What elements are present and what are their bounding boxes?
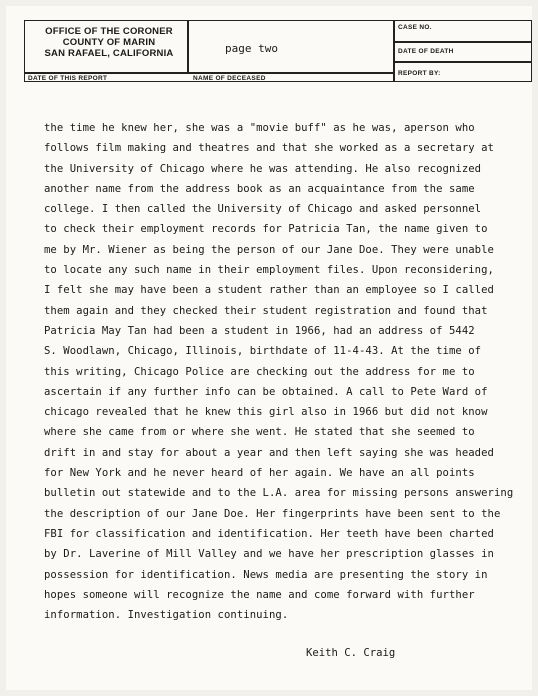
body-line: this writing, Chicago Police are checking out the address for me to [44,365,475,378]
name-of-deceased-label: NAME OF DECEASED [193,75,266,82]
document-page [6,6,532,690]
body-line: bulletin out statewide and to the L.A. area for missing persons answering [44,487,514,500]
city-name: SAN RAFAEL, CALIFORNIA [44,48,174,59]
body-line: them again and they checked their student registration and found that [44,304,488,317]
body-line: drift in and stay for about a year and then left saying she was headed [44,446,494,459]
body-line: possession for identification. News media are presenting the story in [44,568,488,581]
body-line: follows film making and theatres and that she worked as a secretary at [44,142,494,155]
coroner-report-header [24,20,532,82]
date-of-report-label: DATE OF THIS REPORT [28,75,108,82]
body-line: information. Investigation continuing. [44,609,289,622]
body-line: S. Woodlawn, Chicago, Illinois, birthdate of 11-4-43. At the time of [44,345,482,358]
office-title: OFFICE OF THE CORONER [45,26,173,37]
body-line: the description of our Jane Doe. Her fingerprints have been sent to the [44,507,501,520]
body-line: for New York and he never heard of her again. We have an all points [44,467,475,480]
body-line: where she came from or where she went. He stated that she seemed to [44,426,475,439]
body-line: ascertain if any further info can be obtained. A call to Pete Ward of [44,385,488,398]
body-line: by Dr. Laverine of Mill Valley and we have her prescription glasses in [44,548,494,561]
body-line: chicago revealed that he knew this girl also in 1966 but did not know [44,406,488,419]
body-line: Patricia May Tan had been a student in 1966, had an address of 5442 [44,324,475,337]
case-no-label: CASE NO. [398,24,432,31]
body-line: FBI for classification and identification. Her teeth have been charted [44,527,494,540]
body-line: to check their employment records for Patricia Tan, the name given to [44,223,488,236]
signature: Keith C. Craig [306,647,396,659]
body-line: I felt she may have been a student rather than an employee so I called [44,284,494,297]
county-name: COUNTY OF MARIN [62,37,156,48]
report-body [44,118,534,625]
date-of-death-label: DATE OF DEATH [398,48,454,55]
report-by-label: REPORT BY: [398,70,441,77]
body-line: the time he knew her, she was a "movie buff" as he was, aperson who [44,122,475,134]
office-name-block [31,26,187,59]
body-line: the University of Chicago where he was attending. He also recognized [44,162,482,175]
body-line: hopes someone will recognize the name and come forward with further [44,588,475,601]
body-line: another name from the address book as an acquaintance from the same [44,182,475,195]
body-line: college. I then called the University of Chicago and asked personnel [44,203,482,216]
body-line: to locate any such name in their employment files. Upon reconsidering, [44,264,494,277]
page-number-label: page two [225,42,278,55]
body-line: me by Mr. Wiener as being the person of our Jane Doe. They were unable [44,243,494,256]
